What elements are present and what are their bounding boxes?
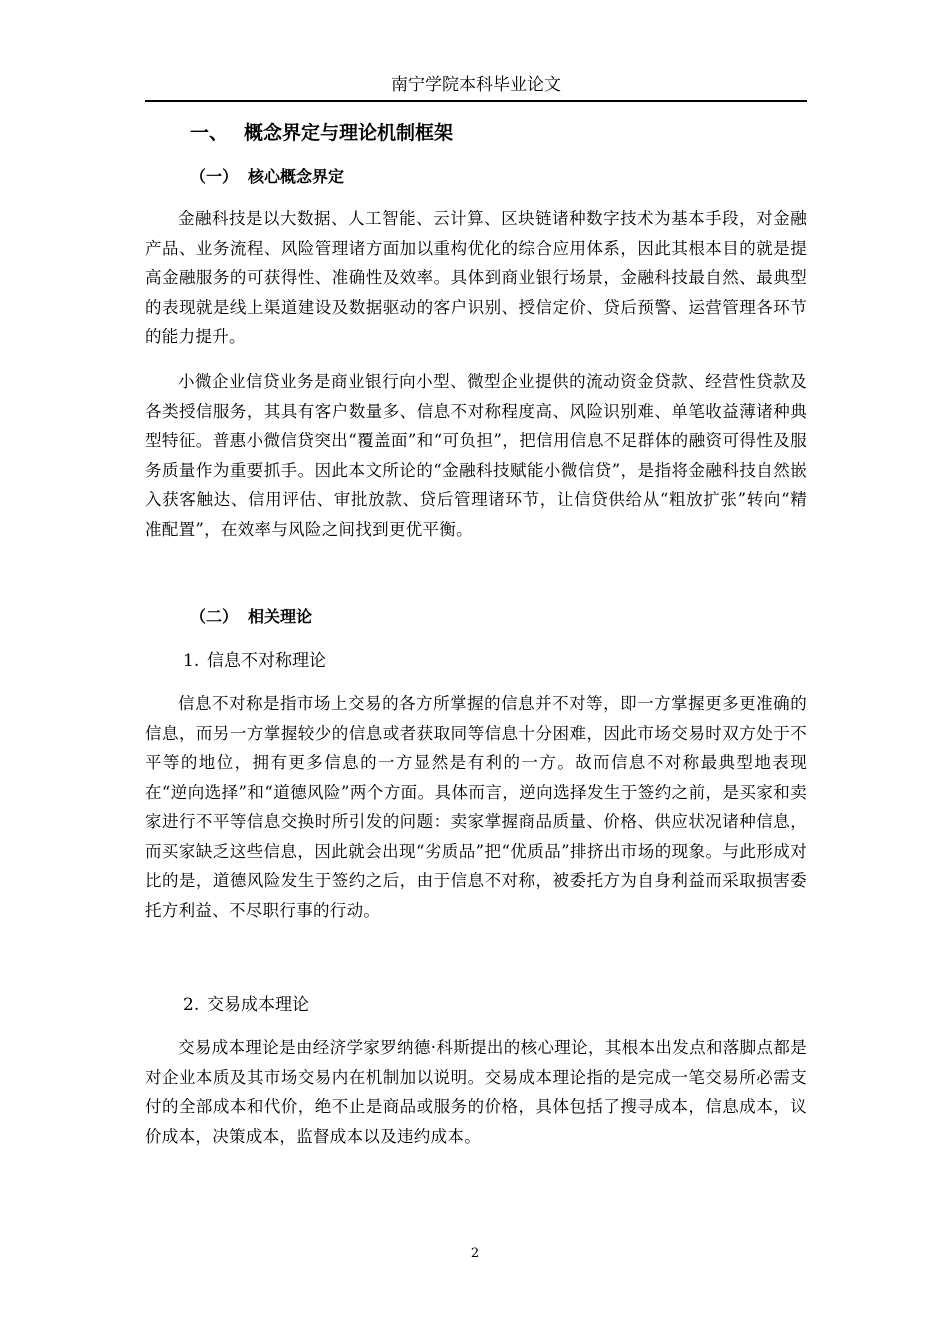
theory-number: 2. xyxy=(183,995,200,1015)
theory-heading-transaction-cost xyxy=(183,994,309,1016)
section-heading xyxy=(190,120,453,146)
theory-title: 信息不对称理论 xyxy=(207,651,326,671)
theory-number: 1. xyxy=(183,651,200,671)
subsection-number: （二） xyxy=(190,607,239,626)
theory-title: 交易成本理论 xyxy=(207,995,309,1015)
theory-heading-information-asymmetry xyxy=(183,650,326,672)
paragraph-small-micro-credit: 小微企业信贷业务是商业银行向小型、微型企业提供的流动资金贷款、经营性贷款及各类授信服务，其具有客户数量多、信息不对称程度高、风险识别难、单笔收益薄诸种典型特征。普惠小微信贷突出“覆盖面”和“可负担”，把信用信息不足群体的融资可得性及服务质量作为重要抓手。因此本文所论的“金融科技赋能小微信贷”，是指将金融科技自然嵌入获客触达、信用评估、审批放款、贷后管理诸环节，让信贷供给从“粗放扩张”转向“精准配置”，在效率与风险之间找到更优平衡。 xyxy=(145,372,807,539)
paragraph-transaction-cost: 交易成本理论是由经济学家罗纳德·科斯提出的核心理论，其根本出发点和落脚点都是对企业本质及其市场交易内在机制加以说明。交易成本理论指的是完成一笔交易所必需支付的全部成本和代价，绝不止是商品或服务的价格，具体包括了搜寻成本，信息成本，议价成本，决策成本，监督成本以及违约成本。 xyxy=(145,1038,807,1146)
subsection-title: 核心概念界定 xyxy=(248,167,345,186)
page-number: 2 xyxy=(470,1246,480,1261)
section-title: 概念界定与理论机制框架 xyxy=(244,122,454,144)
subsection-number: （一） xyxy=(190,167,239,186)
header-title: 南宁学院本科毕业论文 xyxy=(391,75,561,95)
paragraph-information-asymmetry: 信息不对称是指市场上交易的各方所掌握的信息并不对等，即一方掌握更多更准确的信息，而另一方掌握较少的信息或者获取同等信息十分困难，因此市场交易时双方处于不平等的地位，拥有更多信息的一方显然是有利的一方。故而信息不对称最典型地表现在“逆向选择”和“道德风险”两个方面。具体而言，逆向选择发生于签约之前，是买家和卖家进行不平等信息交换时所引发的问题：卖家掌握商品质量、价格、供应状况诸种信息，而买家缺乏这些信息，因此就会出现“劣质品”把“优质品”排挤出市场的现象。与此形成对比的是，道德风险发生于签约之后，由于信息不对称，被委托方为自身利益而采取损害委托方利益、不尽职行事的行动。 xyxy=(145,694,807,920)
paragraph-fintech-definition: 金融科技是以大数据、人工智能、云计算、区块链诸种数字技术为基本手段，对金融产品、业务流程、风险管理诸方面加以重构优化的综合应用体系，因此其根本目的就是提高金融服务的可获得性、准确性及效率。具体到商业银行场景，金融科技最自然、最典型的表现就是线上渠道建设及数据驱动的客户识别、授信定价、贷后预警、运营管理各环节的能力提升。 xyxy=(145,209,807,346)
subsection-title: 相关理论 xyxy=(248,607,313,626)
subsection-heading-core-concepts xyxy=(190,166,344,188)
header-divider xyxy=(145,100,807,102)
subsection-heading-related-theories xyxy=(190,606,312,628)
section-number: 一、 xyxy=(190,122,229,144)
